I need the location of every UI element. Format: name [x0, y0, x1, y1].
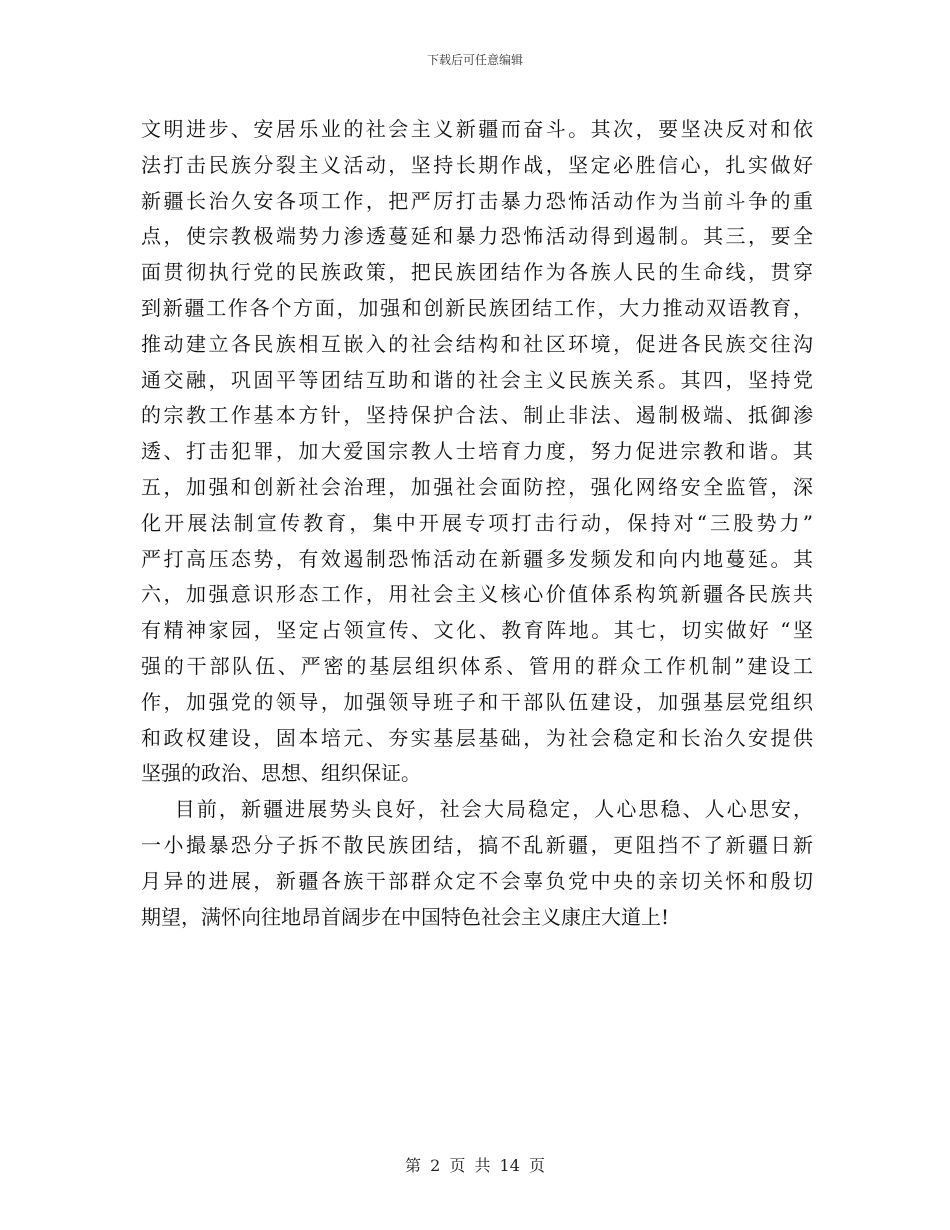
text-line: 推动建立各民族相互嵌入的社会结构和社区环境，促进各民族交往沟 — [141, 331, 813, 356]
text-line: 法打击民族分裂主义活动，坚持长期作战，坚定必胜信心，扎实做好 — [141, 152, 813, 177]
paragraph-1 — [141, 112, 813, 792]
text-line: 化开展法制宣传教育，集中开展专项打击行动，保持对“三股势力” — [141, 510, 813, 535]
text-line: 的宗教工作基本方针，坚持保护合法、制止非法、遏制极端、抵御渗 — [141, 403, 813, 428]
text-line: 通交融，巩固平等团结互助和谐的社会主义民族关系。其四，坚持党 — [141, 367, 813, 392]
text-line: 一小撮暴恐分子拆不散民族团结，搞不乱新疆，更阻挡不了新疆日新 — [141, 832, 813, 857]
text-line: 面贯彻执行党的民族政策，把民族团结作为各族人民的生命线，贯穿 — [141, 260, 813, 285]
text-line: 透、打击犯罪，加大爱国宗教人士培育力度，努力促进宗教和谐。其 — [141, 439, 813, 464]
text-line: 坚强的政治、思想、组织保证。 — [141, 761, 421, 786]
text-line: 目前，新疆进展势头良好，社会大局稳定，人心思稳、人心思安， — [141, 797, 813, 822]
text-line: 新疆长治久安各项工作，把严厉打击暴力恐怖活动作为当前斗争的重 — [141, 188, 813, 213]
text-line: 作，加强党的领导，加强领导班子和干部队伍建设，加强基层党组织 — [141, 689, 813, 714]
paragraph-2 — [141, 792, 813, 935]
page-header: 下载后可任意编辑 — [426, 53, 523, 67]
text-line: 期望，满怀向往地昂首阔步在中国特色社会主义康庄大道上! — [141, 904, 670, 929]
text-line: 文明进步、安居乐业的社会主义新疆而奋斗。其次，要坚决反对和依 — [141, 117, 813, 141]
text-line: 严打高压态势，有效遏制恐怖活动在新疆多发频发和向内地蔓延。其 — [141, 546, 813, 571]
document-body — [141, 112, 813, 935]
text-line: 到新疆工作各个方面，加强和创新民族团结工作，大力推动双语教育， — [141, 295, 813, 320]
page-footer: 第 2 页 共 14 页 — [405, 1156, 545, 1175]
text-line: 有精神家园，坚定占领宣传、文化、教育阵地。其七，切实做好 “坚 — [141, 618, 813, 643]
text-line: 月异的进展，新疆各族干部群众定不会辜负党中央的亲切关怀和殷切 — [141, 868, 813, 893]
text-line: 和政权建设，固本培元、夯实基层基础，为社会稳定和长治久安提供 — [141, 725, 813, 750]
text-line: 六，加强意识形态工作，用社会主义核心价值体系构筑新疆各民族共 — [141, 582, 813, 607]
text-line: 五，加强和创新社会治理，加强社会面防控，强化网络安全监管，深 — [141, 474, 813, 499]
text-line: 强的干部队伍、严密的基层组织体系、管用的群众工作机制”建设工 — [141, 653, 813, 678]
text-line: 点，使宗教极端势力渗透蔓延和暴力恐怖活动得到遏制。其三，要全 — [141, 224, 813, 249]
